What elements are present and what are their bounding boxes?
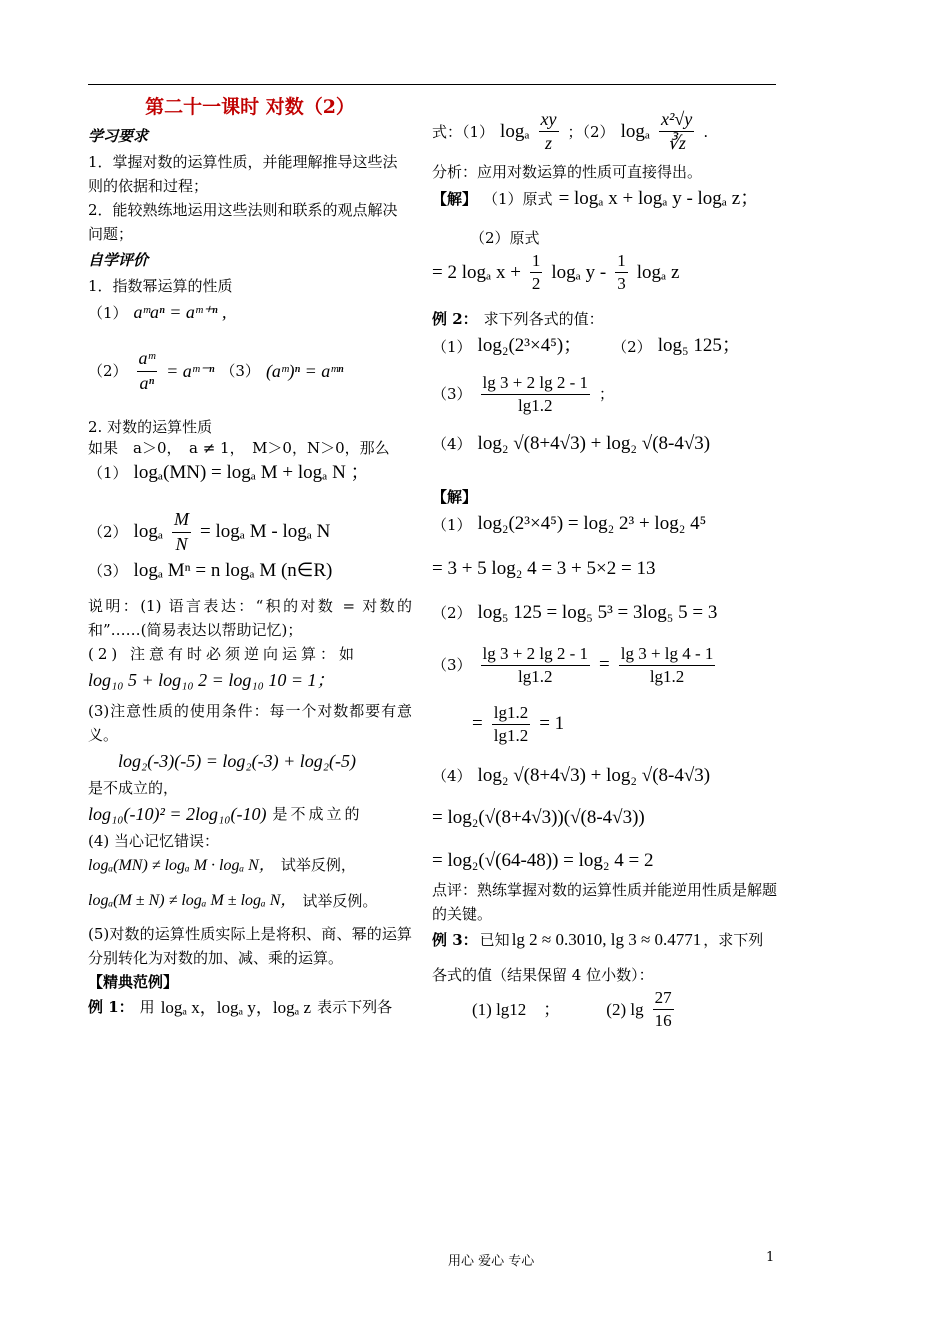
- log-rule-2-label: （2）: [88, 523, 128, 541]
- solution-label: 【解】: [432, 189, 478, 208]
- log-rule-3-formula: logₐ Mⁿ = n logₐ M (n∈R): [133, 559, 333, 581]
- right-column: [432, 108, 777, 1032]
- note-3-formula: log₂(-3)(-5) = log₂(-3) + log₂(-5): [118, 751, 356, 772]
- a4-label: （4）: [432, 767, 472, 786]
- example-3-label: 例 3：: [432, 930, 478, 949]
- a3-fraction-2: [619, 643, 716, 688]
- page-number: 1: [766, 1250, 775, 1265]
- log-rule-1-formula: logₐ(MN) = logₐ M + logₐ N ；: [133, 461, 370, 483]
- fraction-denominator: 16: [654, 1011, 672, 1031]
- q3-label: （3）: [432, 385, 472, 404]
- req-1: 1．掌握对数的运算性质，并能理解推导这些法则的依据和过程；: [88, 153, 398, 196]
- left-column: [88, 92, 412, 1021]
- example-3: [432, 926, 777, 953]
- heading-examples: 【精典范例】: [88, 972, 179, 991]
- a3b-fraction: [492, 702, 530, 747]
- exp-rule-3-formula: (aᵐ)ⁿ = aᵐⁿ: [265, 360, 344, 381]
- log-rule-1-label: （1）: [88, 463, 128, 482]
- fraction-numerator: M: [172, 508, 191, 532]
- exp-rule-1-formula: aᵐaⁿ = aᵐ⁺ⁿ ,: [133, 302, 227, 323]
- log-rule-2: [88, 508, 412, 556]
- q3-fraction: [481, 372, 590, 417]
- fraction-denominator: lg1.2: [518, 666, 553, 686]
- log-rule-2-fraction: [172, 508, 191, 556]
- answer-4-c: = log₂(√(64-48)) = log₂ 4 = 2: [432, 849, 654, 871]
- example-1-formula: logₐ x，logₐ y，logₐ z: [160, 997, 312, 1017]
- note-4: (4) 当心记忆错误：: [88, 831, 220, 850]
- log-rule-2-log: logₐ: [133, 520, 164, 542]
- note-4-formula-1: logₐ(MN) ≠ logₐ M · logₐ N，: [88, 856, 275, 874]
- answer-1-b: = 3 + 5 log₂ 4 = 3 + 5×2 = 13: [432, 557, 656, 579]
- example-3-q2-fraction: [653, 987, 674, 1032]
- fraction-numerator: lg 3 + lg 4 - 1: [619, 643, 716, 666]
- note-1: 说明：(1) 语言表达：“积的对数 = 对数的和”……(简易表达以帮助记忆)；: [88, 597, 412, 640]
- example-2-label: 例 2：: [432, 310, 478, 329]
- analysis: 分析：应用对数运算的性质可直接得出。: [432, 162, 703, 181]
- example-1-text: 用: [139, 998, 155, 1017]
- example-3-formula: lg 2 ≈ 0.3010, lg 3 ≈ 0.4771: [511, 930, 702, 950]
- section-2-condition: 如果 a＞0， a ≠ 1， M＞0，N＞0，那么: [88, 438, 390, 457]
- section-1: 1．指数幂运算的性质: [88, 277, 233, 296]
- fraction-denominator: lg1.2: [649, 666, 685, 686]
- note-2: (2) 注意有时必须逆向运算：如: [88, 645, 359, 664]
- section-2: 2. 对数的运算性质: [88, 417, 213, 436]
- note-3-text-2: 是不成立的: [272, 805, 363, 824]
- example-3-text: 已知: [479, 930, 510, 949]
- example-3-rest: ，求下列: [703, 930, 764, 949]
- example-1-part-2-label: ；（2）: [567, 122, 615, 141]
- note-4-text-2: 试举反例。: [302, 892, 378, 911]
- fraction-denominator: 3: [617, 274, 626, 294]
- example-1-parts: [432, 108, 777, 156]
- a2-label: （2）: [432, 604, 472, 623]
- fraction-numerator: 1: [615, 250, 628, 273]
- comment: 点评：熟练掌握对数的运算性质并能逆用性质是解题的关键。: [432, 881, 778, 924]
- example-3-q1: (1) lg12 ；: [472, 1000, 561, 1020]
- example-2-q4: [432, 429, 777, 459]
- fraction-denominator: 2: [531, 274, 541, 294]
- solution-2-part-a: = 2 logₐ x +: [432, 261, 521, 283]
- answer-2: [432, 598, 777, 628]
- a3-equals: =: [599, 653, 610, 675]
- log-rule-3: [88, 556, 412, 586]
- q3-end: ；: [599, 385, 615, 404]
- a4-formula: log₂ √(8+4√3) + log₂ √(8-4√3): [477, 764, 711, 786]
- a3b-equals: =: [472, 713, 483, 735]
- log-rule-2-rest: = logₐ M - logₐ N: [200, 520, 331, 542]
- a1-formula: log₂(2³×4⁵) = log₂ 2³ + log₂ 4⁵: [477, 513, 707, 535]
- example-1-log: logₐ: [500, 120, 530, 142]
- example-1-fraction-1: [539, 108, 559, 156]
- footer-slogan: 用心 爱心 专心: [448, 1254, 535, 1269]
- answer-3: [432, 643, 777, 688]
- fraction-numerator: 27: [653, 987, 674, 1010]
- q1-formula: log₂(2³×4⁵)；: [477, 335, 583, 357]
- fraction-denominator: z: [545, 133, 553, 154]
- answer-4: [432, 761, 777, 791]
- log-rule-3-label: （3）: [88, 562, 128, 581]
- heading-study: 学习要求: [88, 127, 149, 146]
- fraction-numerator: lg 3 + 2 lg 2 - 1: [481, 643, 590, 666]
- solution-2-part-b: logₐ y -: [551, 261, 607, 283]
- fraction-numerator: x²√y: [659, 108, 694, 132]
- fraction-numerator: lg1.2: [492, 702, 530, 725]
- solution-label-2: 【解】: [432, 488, 478, 507]
- a2-formula: log₅ 125 = log₅ 5³ = 3log₅ 5 = 3: [477, 602, 718, 624]
- note-4-line-1: [88, 853, 412, 879]
- q4-label: （4）: [432, 435, 472, 454]
- a1-label: （1）: [432, 515, 472, 534]
- fraction-denominator: lg1.2: [518, 395, 553, 415]
- note-4-line-2: [88, 888, 412, 914]
- page-title: 第二十一课时 对数（2）: [145, 96, 355, 118]
- example-1-end: .: [703, 122, 709, 141]
- fraction-numerator: xy: [539, 108, 559, 132]
- fraction-numerator: aᵐ: [137, 347, 158, 371]
- fraction-numerator: lg 3 + 2 lg 2 - 1: [481, 372, 590, 395]
- solution-1-formula: = logₐ x + logₐ y - logₐ z；: [558, 187, 760, 209]
- example-3-text-2: 各式的值（结果保留 4 位小数）：: [432, 966, 654, 985]
- example-1-fraction-2: [659, 108, 694, 156]
- fraction-denominator: aⁿ: [139, 372, 155, 393]
- note-4-text-1: 试举反例，: [280, 856, 356, 875]
- exp-rule-1-label: （1）: [88, 303, 128, 322]
- exp-rule-2-rest: = aᵐ⁻ⁿ: [166, 360, 215, 381]
- example-3-q2: (2) lg: [606, 1000, 644, 1020]
- example-3-questions: [432, 987, 777, 1032]
- solution-2-label: （2）原式: [470, 229, 540, 248]
- note-3-text: 是不成立的，: [88, 778, 179, 797]
- a3-fraction-1: [481, 643, 590, 688]
- fraction-denominator: ∛z: [667, 133, 686, 154]
- a3b-end: = 1: [539, 713, 565, 735]
- answer-1: [432, 509, 777, 539]
- example-1-part-1-label: 式：（1）: [432, 122, 495, 141]
- answer-3-b: [432, 702, 777, 747]
- q4-formula: log₂ √(8+4√3) + log₂ √(8-4√3): [477, 432, 711, 454]
- note-3-formula-2: log₁₀(-10)² = 2log₁₀(-10): [88, 803, 267, 824]
- example-1-log-2: logₐ: [620, 120, 651, 142]
- exp-rule-2-label: （2）: [88, 362, 128, 381]
- solution-1: [432, 184, 777, 214]
- req-2: 2．能较熟练地运用这些法则和联系的观点解决问题；: [88, 201, 398, 244]
- example-2: [432, 307, 777, 331]
- note-2-formula: log₁₀ 5 + log₁₀ 2 = log₁₀ 10 = 1；: [88, 670, 335, 691]
- a3-label: （3）: [432, 656, 472, 675]
- note-4-formula-2: logₐ(M ± N) ≠ logₐ M ± logₐ N，: [88, 892, 297, 910]
- exp-rule-3-label: （3）: [220, 362, 260, 381]
- example-1-label: 例 1：: [88, 998, 134, 1017]
- note-5: (5)对数的运算性质实际上是将积、商、幂的运算分别转化为对数的加、减、乘的运算。: [88, 924, 412, 967]
- example-2-q3: [432, 372, 777, 417]
- fraction-numerator: 1: [530, 250, 543, 273]
- heading-self: 自学评价: [88, 251, 149, 270]
- header-rule: [88, 84, 776, 85]
- example-2-q1-q2: [432, 331, 777, 361]
- solution-2-part-c: logₐ z: [636, 261, 680, 283]
- example-1-rest: 表示下列各: [317, 998, 393, 1017]
- exp-rule-2-fraction: [137, 347, 158, 395]
- q1-label: （1）: [432, 337, 472, 356]
- fraction-denominator: lg1.2: [493, 725, 529, 745]
- solution-2-frac-1: [530, 250, 543, 295]
- q2-formula: log₅ 125；: [657, 335, 741, 357]
- log-rule-1: [88, 458, 412, 488]
- note-3-line-2: [88, 800, 412, 829]
- q2-label: （2）: [612, 337, 652, 356]
- fraction-denominator: N: [175, 533, 188, 554]
- note-3: (3)注意性质的使用条件：每一个对数都要有意义。: [88, 702, 412, 745]
- exp-rule-2: [88, 347, 412, 395]
- example-2-text: 求下列各式的值：: [483, 310, 604, 329]
- answer-4-b: = log₂(√(8+4√3))(√(8-4√3)): [432, 807, 645, 829]
- solution-2: [432, 250, 777, 295]
- solution-1-label: （1）原式: [483, 189, 553, 208]
- example-1: [88, 994, 412, 1021]
- exp-rule-1: [88, 298, 412, 327]
- solution-2-frac-2: [615, 250, 628, 295]
